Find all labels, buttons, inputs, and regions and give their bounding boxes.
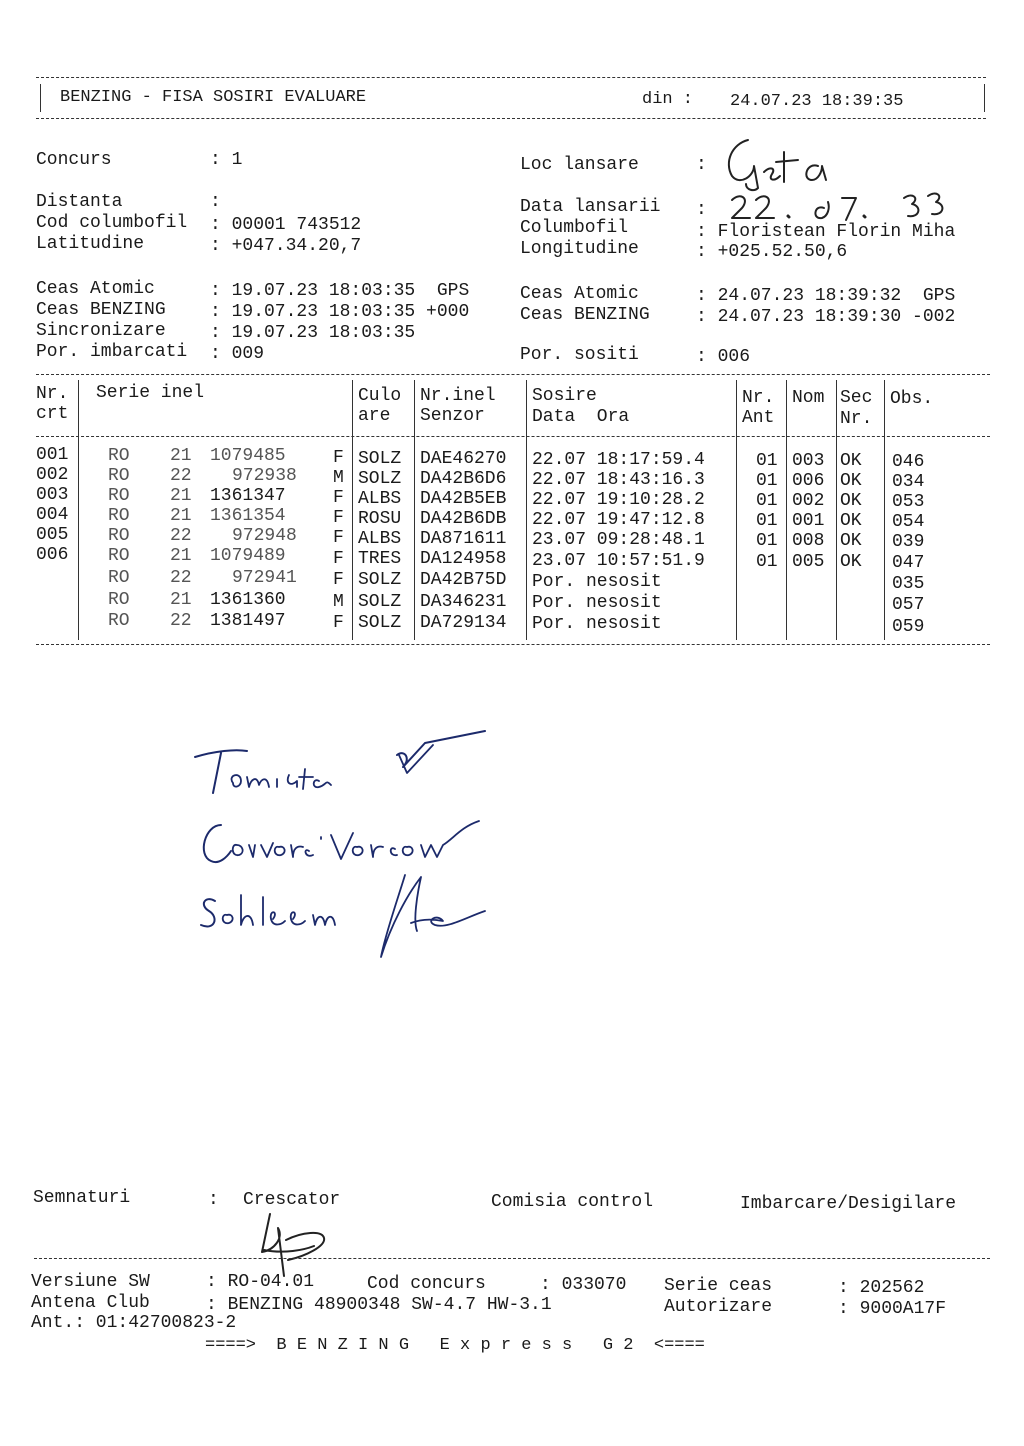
row-sensor: DA871611 — [420, 529, 507, 549]
footer-ant-line: Ant.: 01:42700823-2 — [31, 1313, 237, 1333]
info-label: Data lansarii — [520, 197, 661, 217]
row-ring: 1381497 — [210, 611, 286, 631]
column-header-ant: Nr. — [742, 388, 775, 408]
row-ant: 01 — [756, 451, 778, 471]
info-value: : 00001 743512 — [210, 215, 362, 235]
row-ring: 1079489 — [210, 546, 286, 566]
row-arrival: Por. nesosit — [532, 593, 662, 613]
column-header-obs: Obs. — [890, 389, 934, 409]
date-label: din : — [642, 90, 694, 109]
info-label: Por. imbarcati — [36, 342, 188, 362]
row-sensor: DA346231 — [420, 592, 507, 612]
row-ant: 01 — [756, 471, 778, 491]
row-sec: OK — [840, 531, 862, 551]
footer-clock-serial-label: Serie ceas — [664, 1276, 773, 1296]
column-header-nr: Nr. — [36, 384, 69, 404]
table-top-rule — [36, 374, 990, 375]
header-bottom-rule — [36, 118, 986, 119]
row-nom: 008 — [792, 531, 825, 551]
row-sex: M — [333, 468, 344, 488]
row-arrival: Por. nesosit — [532, 614, 662, 634]
row-obs: 034 — [892, 472, 925, 492]
row-ring: 972948 — [232, 526, 297, 546]
footer-antenna-label: Antena Club — [31, 1293, 150, 1313]
info-label: Concurs — [36, 150, 112, 170]
info-value: : 24.07.23 18:39:30 -002 — [696, 307, 956, 327]
row-arrival: 22.07 18:17:59.4 — [532, 450, 705, 470]
row-sensor: DA42B6DB — [420, 509, 507, 529]
table-header-rule — [36, 436, 990, 437]
row-sex: F — [333, 508, 344, 528]
row-nom: 002 — [792, 491, 825, 511]
info-value: : 19.07.23 18:03:35 — [210, 323, 416, 343]
row-color: SOLZ — [358, 570, 402, 590]
column-header-sec: Sec — [840, 388, 873, 408]
info-value: : 19.07.23 18:03:35 +000 — [210, 302, 470, 322]
column-divider — [836, 380, 837, 640]
column-header-nr-2: crt — [36, 404, 69, 424]
row-sex: F — [333, 549, 344, 569]
info-label: Ceas Atomic — [36, 279, 155, 299]
row-year: 21 — [170, 486, 192, 506]
info-value: : 24.07.23 18:39:32 GPS — [696, 286, 956, 306]
footer-authorization-value: : 9000A17F — [838, 1299, 947, 1319]
row-nom: 003 — [792, 451, 825, 471]
footer-contest-code-label: Cod concurs — [367, 1274, 486, 1294]
row-nom: 005 — [792, 552, 825, 572]
row-obs: 035 — [892, 574, 925, 594]
row-sec: OK — [840, 471, 862, 491]
header-right-border — [984, 84, 985, 112]
row-ring: 972938 — [232, 466, 297, 486]
handwritten-signatures — [185, 725, 505, 965]
signature-crescator-label: Crescator — [243, 1190, 341, 1210]
signatures-colon: : — [208, 1190, 219, 1210]
footer-antenna-value: : BENZING 48900348 SW-4.7 HW-3.1 — [206, 1295, 552, 1315]
column-divider — [352, 380, 353, 640]
info-value: : 19.07.23 18:03:35 GPS — [210, 281, 470, 301]
info-label: Latitudine — [36, 234, 145, 254]
row-country: RO — [108, 526, 130, 546]
row-year: 22 — [170, 526, 192, 546]
column-header-culoare: Culo — [358, 386, 402, 406]
footer-brand: ====> B E N Z I N G E x p r e s s G 2 <==== — [205, 1336, 705, 1355]
row-country: RO — [108, 506, 130, 526]
row-sex: M — [333, 592, 344, 612]
row-sec: OK — [840, 451, 862, 471]
footer-clock-serial-value: : 202562 — [838, 1278, 925, 1298]
signature-imbarcare-label: Imbarcare/Desigilare — [740, 1194, 957, 1214]
header-left-border — [40, 84, 41, 112]
column-divider — [414, 380, 415, 640]
row-ant: 01 — [756, 491, 778, 511]
row-sex: F — [333, 570, 344, 590]
column-header-nrinel-2: Senzor — [420, 406, 485, 426]
row-country: RO — [108, 486, 130, 506]
column-header-serie: Serie inel — [96, 383, 205, 403]
info-label: Ceas BENZING — [520, 305, 650, 325]
row-arrival: 22.07 19:10:28.2 — [532, 490, 705, 510]
signatures-rule — [34, 1258, 990, 1259]
table-bottom-rule — [36, 644, 990, 645]
info-label: Loc lansare — [520, 155, 639, 175]
footer-version-value: : RO-04.01 — [206, 1272, 315, 1292]
column-header-culoare-2: are — [358, 406, 391, 426]
handwritten-launch-date — [728, 190, 958, 230]
row-year: 21 — [170, 446, 192, 466]
column-divider — [78, 380, 79, 640]
info-value: : 1 — [210, 150, 243, 170]
row-nr: 002 — [36, 465, 69, 485]
info-value: : — [696, 155, 707, 175]
row-arrival: 22.07 18:43:16.3 — [532, 470, 705, 490]
column-divider — [526, 380, 527, 640]
column-header-sosire: Sosire — [532, 386, 597, 406]
column-divider — [884, 380, 885, 640]
row-obs: 047 — [892, 553, 925, 573]
info-value: : 009 — [210, 344, 265, 364]
row-nr: 001 — [36, 445, 69, 465]
row-arrival: 23.07 10:57:51.9 — [532, 551, 705, 571]
row-nom: 006 — [792, 471, 825, 491]
row-year: 22 — [170, 568, 192, 588]
row-color: ALBS — [358, 529, 402, 549]
info-value: : 006 — [696, 347, 751, 367]
row-ant: 01 — [756, 552, 778, 572]
row-color: SOLZ — [358, 449, 402, 469]
page-title: BENZING - FISA SOSIRI EVALUARE — [60, 88, 367, 107]
row-sec: OK — [840, 511, 862, 531]
row-nr: 004 — [36, 505, 69, 525]
info-value: : +047.34.20,7 — [210, 236, 362, 256]
breeder-name: : Floristean Florin Miha — [696, 222, 956, 242]
row-sex: F — [333, 613, 344, 633]
handwritten-launch-place — [718, 132, 848, 194]
row-ring: 1361360 — [210, 590, 286, 610]
row-arrival: 23.07 09:28:48.1 — [532, 530, 705, 550]
row-sex: F — [333, 488, 344, 508]
row-sex: F — [333, 448, 344, 468]
row-ant: 01 — [756, 511, 778, 531]
row-color: SOLZ — [358, 613, 402, 633]
signatures-label: Semnaturi — [33, 1188, 131, 1208]
row-ring: 1079485 — [210, 446, 286, 466]
row-sensor: DA729134 — [420, 613, 507, 633]
row-sensor: DA42B75D — [420, 570, 507, 590]
row-color: ROSU — [358, 509, 402, 529]
row-obs: 054 — [892, 512, 925, 532]
info-label: Por. sositi — [520, 345, 639, 365]
row-obs: 059 — [892, 617, 925, 637]
row-sec: OK — [840, 491, 862, 511]
row-sensor: DAE46270 — [420, 449, 507, 469]
footer-contest-code-value: : 033070 — [540, 1275, 627, 1295]
row-obs: 039 — [892, 532, 925, 552]
info-label: Columbofil — [520, 218, 629, 238]
info-value: : +025.52.50,6 — [696, 242, 848, 262]
column-header-sosire-2: Data Ora — [532, 407, 630, 427]
row-country: RO — [108, 611, 130, 631]
info-label: Ceas Atomic — [520, 284, 639, 304]
row-ring: 1361354 — [210, 506, 286, 526]
row-nr: 005 — [36, 525, 69, 545]
row-year: 22 — [170, 466, 192, 486]
row-nr: 006 — [36, 545, 69, 565]
row-ring: 1361347 — [210, 486, 286, 506]
row-country: RO — [108, 546, 130, 566]
row-year: 21 — [170, 546, 192, 566]
column-header-sec-2: Nr. — [840, 409, 873, 429]
row-sex: F — [333, 528, 344, 548]
footer-version-label: Versiune SW — [31, 1272, 150, 1292]
row-country: RO — [108, 590, 130, 610]
row-color: ALBS — [358, 489, 402, 509]
row-year: 22 — [170, 611, 192, 631]
column-header-ant-2: Ant — [742, 408, 775, 428]
print-date: 24.07.23 18:39:35 — [730, 92, 904, 111]
row-country: RO — [108, 466, 130, 486]
header-top-rule — [36, 77, 986, 78]
row-sec: OK — [840, 552, 862, 572]
footer-authorization-label: Autorizare — [664, 1297, 773, 1317]
row-ring: 972941 — [232, 568, 297, 588]
column-divider — [786, 380, 787, 640]
info-value: : — [696, 200, 707, 220]
row-country: RO — [108, 568, 130, 588]
info-label: Ceas BENZING — [36, 300, 166, 320]
info-label: Cod columbofil — [36, 213, 188, 233]
row-color: SOLZ — [358, 592, 402, 612]
row-arrival: Por. nesosit — [532, 572, 662, 592]
row-country: RO — [108, 446, 130, 466]
signature-comisia-label: Comisia control — [491, 1192, 654, 1212]
info-label: Longitudine — [520, 239, 639, 259]
row-ant: 01 — [756, 531, 778, 551]
column-divider — [736, 380, 737, 640]
row-obs: 046 — [892, 452, 925, 472]
row-color: SOLZ — [358, 469, 402, 489]
info-label: Sincronizare — [36, 321, 166, 341]
row-year: 21 — [170, 506, 192, 526]
row-sensor: DA124958 — [420, 549, 507, 569]
row-year: 21 — [170, 590, 192, 610]
row-color: TRES — [358, 549, 402, 569]
row-sensor: DA42B6D6 — [420, 469, 507, 489]
info-value: : — [210, 192, 221, 212]
row-nom: 001 — [792, 511, 825, 531]
row-obs: 057 — [892, 595, 925, 615]
column-header-nrinel: Nr.inel — [420, 386, 496, 406]
info-label: Distanta — [36, 192, 123, 212]
row-arrival: 22.07 19:47:12.8 — [532, 510, 705, 530]
row-obs: 053 — [892, 492, 925, 512]
row-nr: 003 — [36, 485, 69, 505]
row-sensor: DA42B5EB — [420, 489, 507, 509]
column-header-nom: Nom — [792, 388, 825, 408]
